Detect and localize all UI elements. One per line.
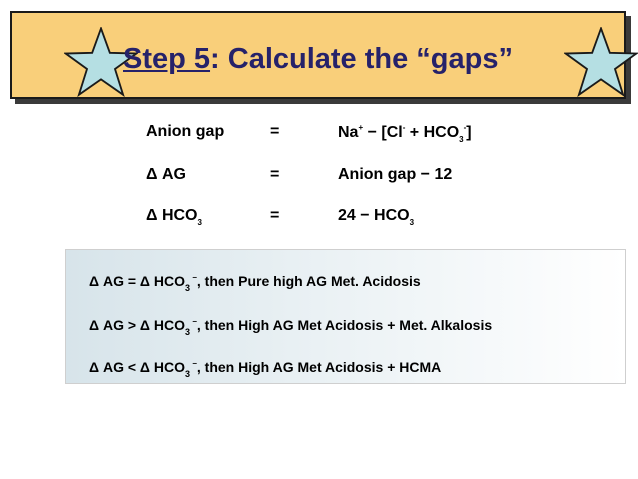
rhs-text: 24 − HCO: [338, 207, 410, 224]
rhs-subscript: 3: [409, 218, 415, 227]
rule-line: [89, 317, 492, 337]
rule-right: , then High AG Met Acidosis + HCMA: [196, 359, 442, 375]
na-text: Na: [338, 124, 359, 141]
plus-hco-text: + HCO: [405, 124, 460, 141]
title-banner: [10, 11, 626, 99]
rule-right: , then Pure high AG Met. Acidosis: [196, 273, 421, 289]
equals-sign: =: [270, 166, 280, 183]
cl-charge: -: [402, 123, 406, 132]
title-step: Step 5: [123, 43, 211, 75]
minus-cl-text: − [Cl: [363, 124, 403, 141]
equation-rhs: [338, 207, 414, 227]
rule-subscript: 3: [184, 327, 190, 337]
hco-charge: -: [463, 123, 467, 132]
rule-charge: −: [190, 273, 197, 282]
rule-subscript: 3: [184, 369, 190, 379]
equals-sign: =: [270, 123, 280, 140]
rule-subscript: 3: [184, 283, 190, 293]
rule-line: [89, 273, 421, 293]
equals-sign: =: [270, 207, 280, 224]
rule-right: , then High AG Met Acidosis + Met. Alkalosis: [196, 317, 493, 333]
label-text: Δ HCO: [146, 207, 198, 224]
equation-label: Anion gap: [146, 123, 225, 140]
equation-rhs: [338, 123, 472, 144]
rule-left: Δ AG > Δ HCO: [89, 317, 185, 333]
title-rest: : Calculate the “gaps”: [210, 43, 513, 75]
rule-left: Δ AG = Δ HCO: [89, 273, 185, 289]
close-bracket: ]: [466, 124, 472, 141]
label-subscript: 3: [197, 218, 202, 227]
page-title: [12, 43, 624, 76]
hco-subscript: 3: [459, 135, 464, 144]
rules-box: [65, 249, 626, 384]
rule-charge: −: [190, 359, 197, 368]
rule-left: Δ AG < Δ HCO: [89, 359, 185, 375]
na-charge: +: [358, 123, 364, 132]
equation-label: [146, 207, 202, 227]
equation-rhs: Anion gap − 12: [338, 166, 453, 183]
equation-label: Δ AG: [146, 166, 186, 183]
rule-charge: −: [190, 317, 197, 326]
star-icon: [564, 27, 638, 97]
rule-line: [89, 359, 441, 379]
